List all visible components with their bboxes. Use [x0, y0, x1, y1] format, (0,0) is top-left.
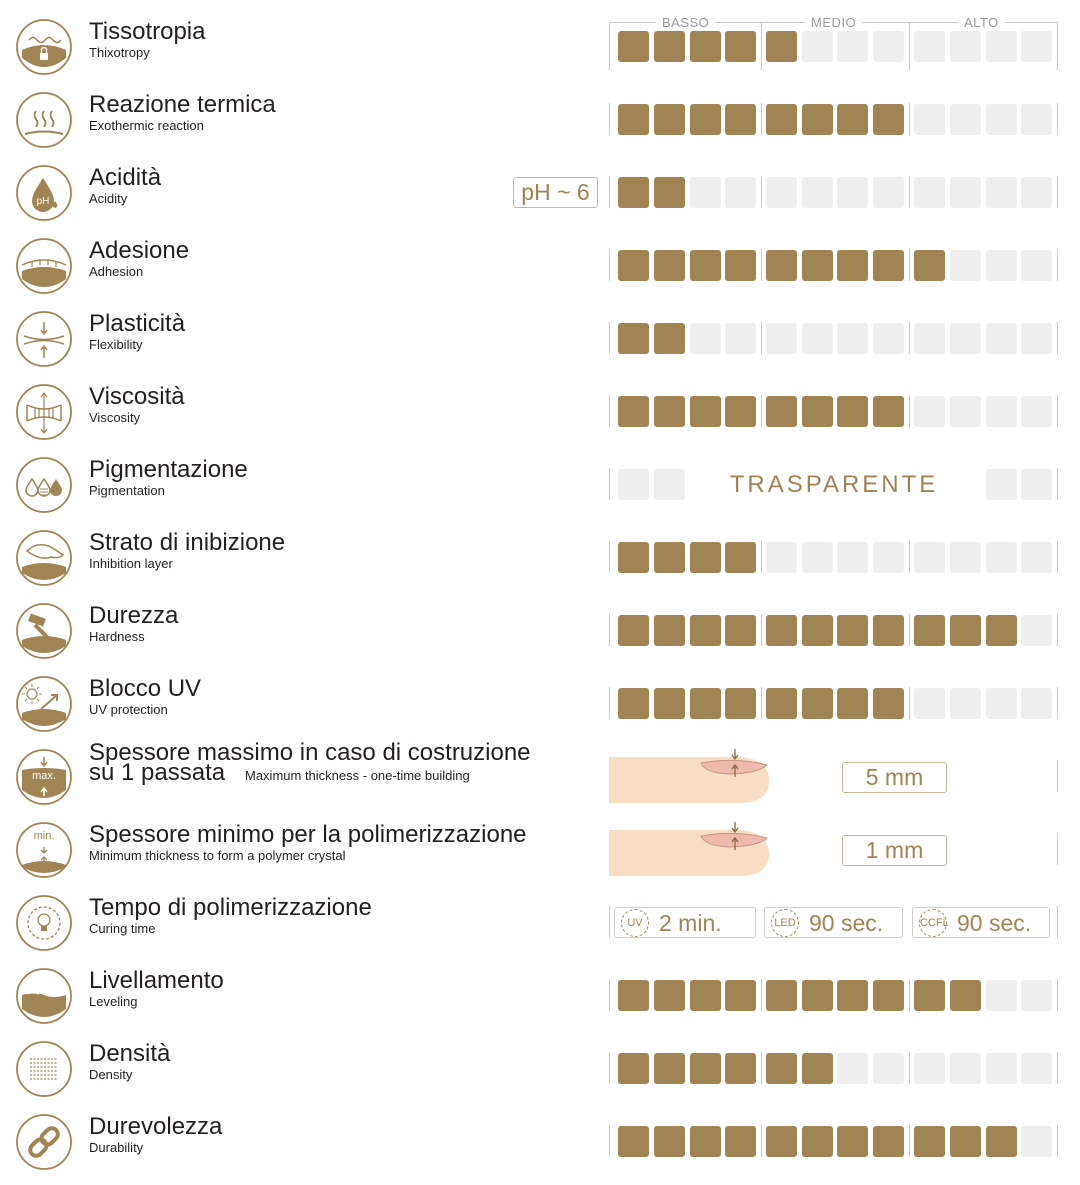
scale-label-mid: MEDIO: [805, 15, 862, 30]
scale-divider: [1057, 687, 1058, 719]
level-square: [654, 980, 685, 1011]
level-square: [802, 980, 833, 1011]
level-square: [986, 615, 1017, 646]
level-square: [986, 31, 1017, 62]
property-title: Densità: [89, 1040, 171, 1067]
level-square: [690, 1053, 721, 1084]
adhesion-icon: [15, 237, 73, 295]
level-square: [725, 104, 756, 135]
scale-divider: [909, 687, 910, 719]
scale-divider: [909, 1052, 910, 1084]
level-square: [950, 104, 981, 135]
scale-divider: [1057, 760, 1058, 792]
level-square: [837, 688, 868, 719]
thixotropy-icon: [15, 18, 73, 76]
level-square: [766, 615, 797, 646]
level-square: [618, 1053, 649, 1084]
level-square: [914, 688, 945, 719]
level-square: [837, 980, 868, 1011]
scale-divider: [909, 103, 910, 135]
level-square: [914, 1053, 945, 1084]
level-square: [654, 1053, 685, 1084]
level-square: [654, 396, 685, 427]
level-square: [725, 615, 756, 646]
level-square: [766, 396, 797, 427]
level-square: [1021, 104, 1052, 135]
level-square: [914, 980, 945, 1011]
scale-divider: [761, 395, 762, 427]
level-square: [618, 542, 649, 573]
level-square: [766, 323, 797, 354]
scale-divider: [1057, 541, 1058, 573]
level-square: [986, 542, 1017, 573]
property-subtitle: Exothermic reaction: [89, 118, 204, 133]
level-square: [986, 1126, 1017, 1157]
level-square: [1021, 1126, 1052, 1157]
level-square: [986, 177, 1017, 208]
property-subtitle: Flexibility: [89, 337, 143, 352]
scale-divider: [761, 249, 762, 281]
level-square: [873, 980, 904, 1011]
level-square: [766, 31, 797, 62]
property-subtitle: Viscosity: [89, 410, 141, 425]
level-square: [873, 250, 904, 281]
level-square: [873, 542, 904, 573]
property-subtitle: Density: [89, 1067, 133, 1082]
scale-divider: [609, 103, 610, 135]
level-square: [725, 250, 756, 281]
scale-divider: [909, 176, 910, 208]
curing-time-value: 90 sec.: [809, 910, 884, 936]
lamp-ccfl-icon: CCFL: [919, 909, 947, 937]
level-square: [802, 396, 833, 427]
property-subtitle: Thixotropy: [89, 45, 150, 60]
level-square: [802, 542, 833, 573]
level-square: [690, 1126, 721, 1157]
property-subtitle: UV protection: [89, 702, 168, 717]
scale-divider: [761, 1125, 762, 1157]
scale-divider: [1057, 1052, 1058, 1084]
level-square: [986, 1053, 1017, 1084]
level-square: [914, 542, 945, 573]
level-square: [1021, 396, 1052, 427]
level-square: [1021, 323, 1052, 354]
level-square: [618, 323, 649, 354]
level-square: [766, 1053, 797, 1084]
scale-divider: [1057, 103, 1058, 135]
scale-divider: [1057, 833, 1058, 865]
level-square: [950, 688, 981, 719]
scale-divider: [761, 541, 762, 573]
property-title: Reazione termica: [89, 91, 276, 118]
property-subtitle: Durability: [89, 1140, 144, 1155]
level-square: [766, 688, 797, 719]
level-square: [986, 688, 1017, 719]
scale-divider: [761, 322, 762, 354]
viscosity-icon: [15, 383, 73, 441]
property-title: Spessore massimo in caso di costruzione: [89, 739, 531, 766]
scale-divider: [609, 249, 610, 281]
svg-text:pH: pH: [36, 196, 50, 207]
level-square: [914, 177, 945, 208]
scale-divider: [609, 906, 610, 938]
property-title: Tempo di polimerizzazione: [89, 894, 372, 921]
level-square: [654, 688, 685, 719]
scale-divider: [609, 541, 610, 573]
level-square: [837, 31, 868, 62]
level-square: [837, 615, 868, 646]
level-square: [914, 250, 945, 281]
max-thickness-icon: [15, 748, 73, 806]
level-square: [654, 323, 685, 354]
property-title: Pigmentazione: [89, 456, 248, 483]
level-square: [766, 1126, 797, 1157]
scale-label-high: ALTO: [958, 15, 1005, 30]
level-square: [802, 1053, 833, 1084]
level-square: [802, 177, 833, 208]
level-square: [766, 542, 797, 573]
level-square: [654, 542, 685, 573]
level-square: [873, 688, 904, 719]
level-square: [873, 1053, 904, 1084]
level-square: [986, 323, 1017, 354]
scale-divider: [609, 176, 610, 208]
level-square: [1021, 177, 1052, 208]
level-square: [950, 542, 981, 573]
level-square: [690, 323, 721, 354]
level-square: [837, 1126, 868, 1157]
curing-time-value: 2 min.: [659, 910, 722, 936]
level-square: [690, 250, 721, 281]
property-title: Acidità: [89, 164, 162, 191]
level-square: [837, 250, 868, 281]
property-subtitle: Curing time: [89, 921, 156, 936]
level-square: [986, 250, 1017, 281]
level-square: [986, 980, 1017, 1011]
property-title: Adesione: [89, 237, 190, 264]
level-square: [802, 250, 833, 281]
level-square: [618, 980, 649, 1011]
level-square: [654, 1126, 685, 1157]
scale-divider: [609, 395, 610, 427]
level-square: [1021, 250, 1052, 281]
scale-divider: [909, 395, 910, 427]
level-square: [837, 542, 868, 573]
level-square: [802, 323, 833, 354]
hammer-icon: [15, 602, 73, 660]
level-square: [766, 980, 797, 1011]
level-square: [725, 1126, 756, 1157]
level-square: [950, 1126, 981, 1157]
scale-divider: [761, 176, 762, 208]
property-title: Tissotropia: [89, 18, 206, 45]
property-title: Strato di inibizione: [89, 529, 286, 556]
property-title: Durevolezza: [89, 1113, 223, 1140]
lamp-led-icon: LED: [771, 909, 799, 937]
level-square: [914, 396, 945, 427]
property-subtitle: Leveling: [89, 994, 138, 1009]
scale-divider: [761, 614, 762, 646]
level-square: [950, 396, 981, 427]
scale-divider: [1057, 249, 1058, 281]
svg-text:max.: max.: [32, 770, 56, 782]
level-square: [802, 615, 833, 646]
level-square: [690, 396, 721, 427]
svg-text:min.: min.: [33, 830, 55, 842]
scale-divider: [761, 1052, 762, 1084]
scale-divider: [909, 541, 910, 573]
level-square: [654, 31, 685, 62]
level-square: [950, 250, 981, 281]
level-square: [873, 323, 904, 354]
level-square: [950, 177, 981, 208]
leveling-icon: [15, 967, 73, 1025]
thickness-value: 5 mm: [842, 762, 947, 793]
scale-divider: [609, 468, 610, 500]
ph-drop-icon: [15, 164, 73, 222]
property-subtitle: Acidity: [89, 191, 128, 206]
scale-divider: [1057, 395, 1058, 427]
scale-divider: [609, 322, 610, 354]
property-title: Plasticità: [89, 310, 186, 337]
level-square: [1021, 31, 1052, 62]
level-square: [766, 104, 797, 135]
pigmentation-value: TRASPARENTE: [729, 471, 939, 498]
level-square: [690, 542, 721, 573]
scale-divider: [1057, 468, 1058, 500]
level-square: [766, 250, 797, 281]
level-square: [654, 615, 685, 646]
scale-divider: [1057, 176, 1058, 208]
curing-time-ccfl: [912, 907, 1050, 938]
level-square: [725, 177, 756, 208]
level-square: [950, 615, 981, 646]
min-thickness-icon: [15, 821, 73, 879]
level-square: [725, 1053, 756, 1084]
level-square: [914, 31, 945, 62]
level-square: [725, 980, 756, 1011]
scale-divider: [761, 687, 762, 719]
level-square: [690, 104, 721, 135]
property-title: Durezza: [89, 602, 179, 629]
level-square: [1021, 542, 1052, 573]
density-icon: [15, 1040, 73, 1098]
scale-divider: [1057, 322, 1058, 354]
uv-block-icon: [15, 675, 73, 733]
property-title: Blocco UV: [89, 675, 202, 702]
level-square: [914, 104, 945, 135]
level-square: [618, 177, 649, 208]
level-square: [690, 615, 721, 646]
scale-divider: [909, 322, 910, 354]
scale-divider: [1057, 906, 1058, 938]
level-square: [1021, 1053, 1052, 1084]
level-square: [725, 688, 756, 719]
finger-nail-illustration: [609, 820, 769, 876]
property-subtitle: Adhesion: [89, 264, 144, 279]
level-square: [618, 1126, 649, 1157]
level-square: [618, 104, 649, 135]
level-square: [986, 104, 1017, 135]
level-square: [873, 177, 904, 208]
level-square: [950, 323, 981, 354]
scale-divider: [761, 979, 762, 1011]
level-square: [1021, 615, 1052, 646]
level-square: [950, 1053, 981, 1084]
level-square: [914, 615, 945, 646]
level-square: [837, 177, 868, 208]
level-square: [950, 31, 981, 62]
scale-divider: [609, 614, 610, 646]
chain-link-icon: [15, 1113, 73, 1171]
scale-label-low: BASSO: [656, 15, 715, 30]
level-square: [725, 323, 756, 354]
level-square: [690, 688, 721, 719]
level-square: [914, 323, 945, 354]
property-title: Livellamento: [89, 967, 224, 994]
level-square: [837, 1053, 868, 1084]
level-square: [690, 177, 721, 208]
level-square: [837, 104, 868, 135]
level-square: [873, 615, 904, 646]
drops-icon: [15, 456, 73, 514]
level-square: [986, 396, 1017, 427]
level-square: [873, 104, 904, 135]
property-subtitle: Hardness: [89, 629, 145, 644]
level-square: [654, 177, 685, 208]
level-square: [1021, 980, 1052, 1011]
curing-time-led: [764, 907, 903, 938]
property-subtitle: Inhibition layer: [89, 556, 173, 571]
scale-divider: [909, 1125, 910, 1157]
property-title: Spessore minimo per la polimerizzazione: [89, 821, 527, 848]
scale-divider: [761, 103, 762, 135]
property-title-line2: su 1 passata: [89, 759, 226, 786]
ph-badge: pH ~ 6: [513, 177, 598, 208]
property-subtitle: Pigmentation: [89, 483, 165, 498]
level-square: [618, 250, 649, 281]
level-square: [618, 31, 649, 62]
scale-divider: [909, 979, 910, 1011]
level-square: [618, 615, 649, 646]
inhibition-icon: [15, 529, 73, 587]
level-square: [654, 250, 685, 281]
level-square: [690, 980, 721, 1011]
level-square: [618, 688, 649, 719]
level-square: [654, 104, 685, 135]
level-square: [802, 688, 833, 719]
property-subtitle: Maximum thickness - one-time building: [245, 768, 470, 783]
curing-time-uv: [614, 907, 756, 938]
property-subtitle: Minimum thickness to form a polymer crystal: [89, 848, 346, 863]
scale-divider: [609, 979, 610, 1011]
level-square: [618, 396, 649, 427]
scale-divider: [609, 1052, 610, 1084]
level-square: [873, 1126, 904, 1157]
flexibility-icon: [15, 310, 73, 368]
level-square: [802, 31, 833, 62]
property-title: Viscosità: [89, 383, 185, 410]
scale-divider: [1057, 979, 1058, 1011]
scale-divider: [909, 249, 910, 281]
level-square: [1021, 688, 1052, 719]
heat-icon: [15, 91, 73, 149]
level-square: [725, 31, 756, 62]
level-square: [766, 177, 797, 208]
scale-divider: [609, 687, 610, 719]
lamp-uv-icon: UV: [621, 909, 649, 937]
curing-time-value: 90 sec.: [957, 910, 1032, 936]
scale-divider: [909, 614, 910, 646]
level-square: [690, 31, 721, 62]
curing-lamp-icon: [15, 894, 73, 952]
level-square: [725, 396, 756, 427]
level-square: [873, 396, 904, 427]
level-square: [837, 323, 868, 354]
level-square: [950, 980, 981, 1011]
level-square: [873, 31, 904, 62]
thickness-value: 1 mm: [842, 835, 947, 866]
level-square: [725, 542, 756, 573]
level-square: [802, 104, 833, 135]
level-square: [837, 396, 868, 427]
scale-divider: [1057, 1125, 1058, 1157]
scale-divider: [1057, 614, 1058, 646]
level-square: [802, 1126, 833, 1157]
finger-nail-illustration: [609, 747, 769, 803]
level-square: [914, 1126, 945, 1157]
scale-divider: [609, 1125, 610, 1157]
